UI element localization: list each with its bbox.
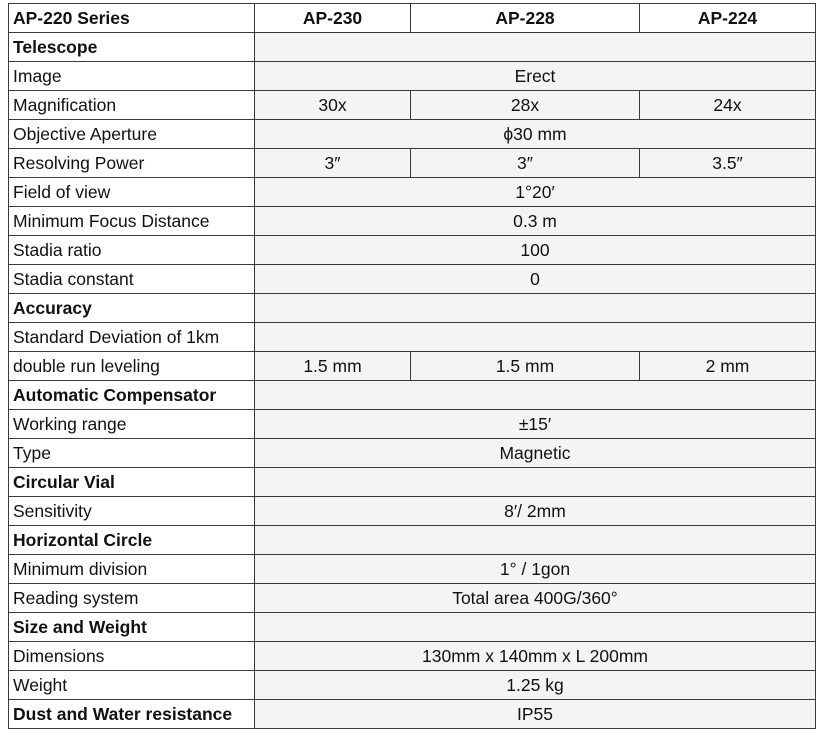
- row-label: Stadia constant: [9, 265, 255, 294]
- table-row: [9, 207, 816, 236]
- table-row: [9, 236, 816, 265]
- table-row: [9, 584, 816, 613]
- value-cell: 1° / 1gon: [255, 555, 816, 584]
- value-cell: Erect: [255, 62, 816, 91]
- table-row: [9, 352, 816, 381]
- table-row: [9, 468, 816, 497]
- value-cell: ϕ30 mm: [255, 120, 816, 149]
- value-cell: Magnetic: [255, 439, 816, 468]
- row-label: Sensitivity: [9, 497, 255, 526]
- value-cell: 0: [255, 265, 816, 294]
- spec-body: [9, 33, 816, 729]
- row-label: Image: [9, 62, 255, 91]
- row-label: Dust and Water resistance: [9, 700, 255, 729]
- row-label: Stadia ratio: [9, 236, 255, 265]
- table-row: [9, 555, 816, 584]
- row-label: Weight: [9, 671, 255, 700]
- header-series: AP-220 Series: [9, 4, 255, 33]
- table-row: [9, 33, 816, 62]
- value-cell: 1.5 mm: [255, 352, 411, 381]
- row-label: Minimum Focus Distance: [9, 207, 255, 236]
- table-row: [9, 149, 816, 178]
- table-row: [9, 642, 816, 671]
- value-cell: 28x: [411, 91, 640, 120]
- value-cell: IP55: [255, 700, 816, 729]
- row-label: double run leveling: [9, 352, 255, 381]
- row-label: Circular Vial: [9, 468, 255, 497]
- section-blank-cell: [255, 526, 816, 555]
- section-blank-cell: [255, 613, 816, 642]
- section-blank-cell: [255, 33, 816, 62]
- value-cell: 130mm x 140mm x L 200mm: [255, 642, 816, 671]
- table-row: [9, 526, 816, 555]
- table-row: [9, 497, 816, 526]
- row-label: Objective Aperture: [9, 120, 255, 149]
- value-cell: 3″: [411, 149, 640, 178]
- row-label: Type: [9, 439, 255, 468]
- row-label: Magnification: [9, 91, 255, 120]
- value-cell: Total area 400G/360°: [255, 584, 816, 613]
- row-label: Standard Deviation of 1km: [9, 323, 255, 352]
- header-ap-230: AP-230: [255, 4, 411, 33]
- table-row: [9, 62, 816, 91]
- value-cell: 1°20′: [255, 178, 816, 207]
- section-blank-cell: [255, 381, 816, 410]
- header-ap-228: AP-228: [411, 4, 640, 33]
- row-label: Dimensions: [9, 642, 255, 671]
- table-row: [9, 613, 816, 642]
- row-label: Size and Weight: [9, 613, 255, 642]
- spec-table: [8, 3, 816, 729]
- table-row: [9, 91, 816, 120]
- header-ap-224: AP-224: [640, 4, 816, 33]
- value-cell: 1.5 mm: [411, 352, 640, 381]
- value-cell: 3″: [255, 149, 411, 178]
- value-cell: 2 mm: [640, 352, 816, 381]
- table-row: [9, 700, 816, 729]
- section-blank-cell: [255, 468, 816, 497]
- table-row: [9, 265, 816, 294]
- row-label: Reading system: [9, 584, 255, 613]
- row-label: Telescope: [9, 33, 255, 62]
- value-cell: 8′/ 2mm: [255, 497, 816, 526]
- table-row: [9, 439, 816, 468]
- table-row: [9, 178, 816, 207]
- row-label: Resolving Power: [9, 149, 255, 178]
- value-cell: 30x: [255, 91, 411, 120]
- row-label: Minimum division: [9, 555, 255, 584]
- row-label: Accuracy: [9, 294, 255, 323]
- section-blank-cell: [255, 323, 816, 352]
- row-label: Field of view: [9, 178, 255, 207]
- table-row: [9, 381, 816, 410]
- value-cell: 0.3 m: [255, 207, 816, 236]
- value-cell: 100: [255, 236, 816, 265]
- table-row: [9, 120, 816, 149]
- table-row: [9, 671, 816, 700]
- header-row: [9, 4, 816, 33]
- section-blank-cell: [255, 294, 816, 323]
- value-cell: 1.25 kg: [255, 671, 816, 700]
- table-row: [9, 323, 816, 352]
- value-cell: 24x: [640, 91, 816, 120]
- table-row: [9, 410, 816, 439]
- row-label: Automatic Compensator: [9, 381, 255, 410]
- value-cell: 3.5″: [640, 149, 816, 178]
- value-cell: ±15′: [255, 410, 816, 439]
- table-row: [9, 294, 816, 323]
- row-label: Working range: [9, 410, 255, 439]
- row-label: Horizontal Circle: [9, 526, 255, 555]
